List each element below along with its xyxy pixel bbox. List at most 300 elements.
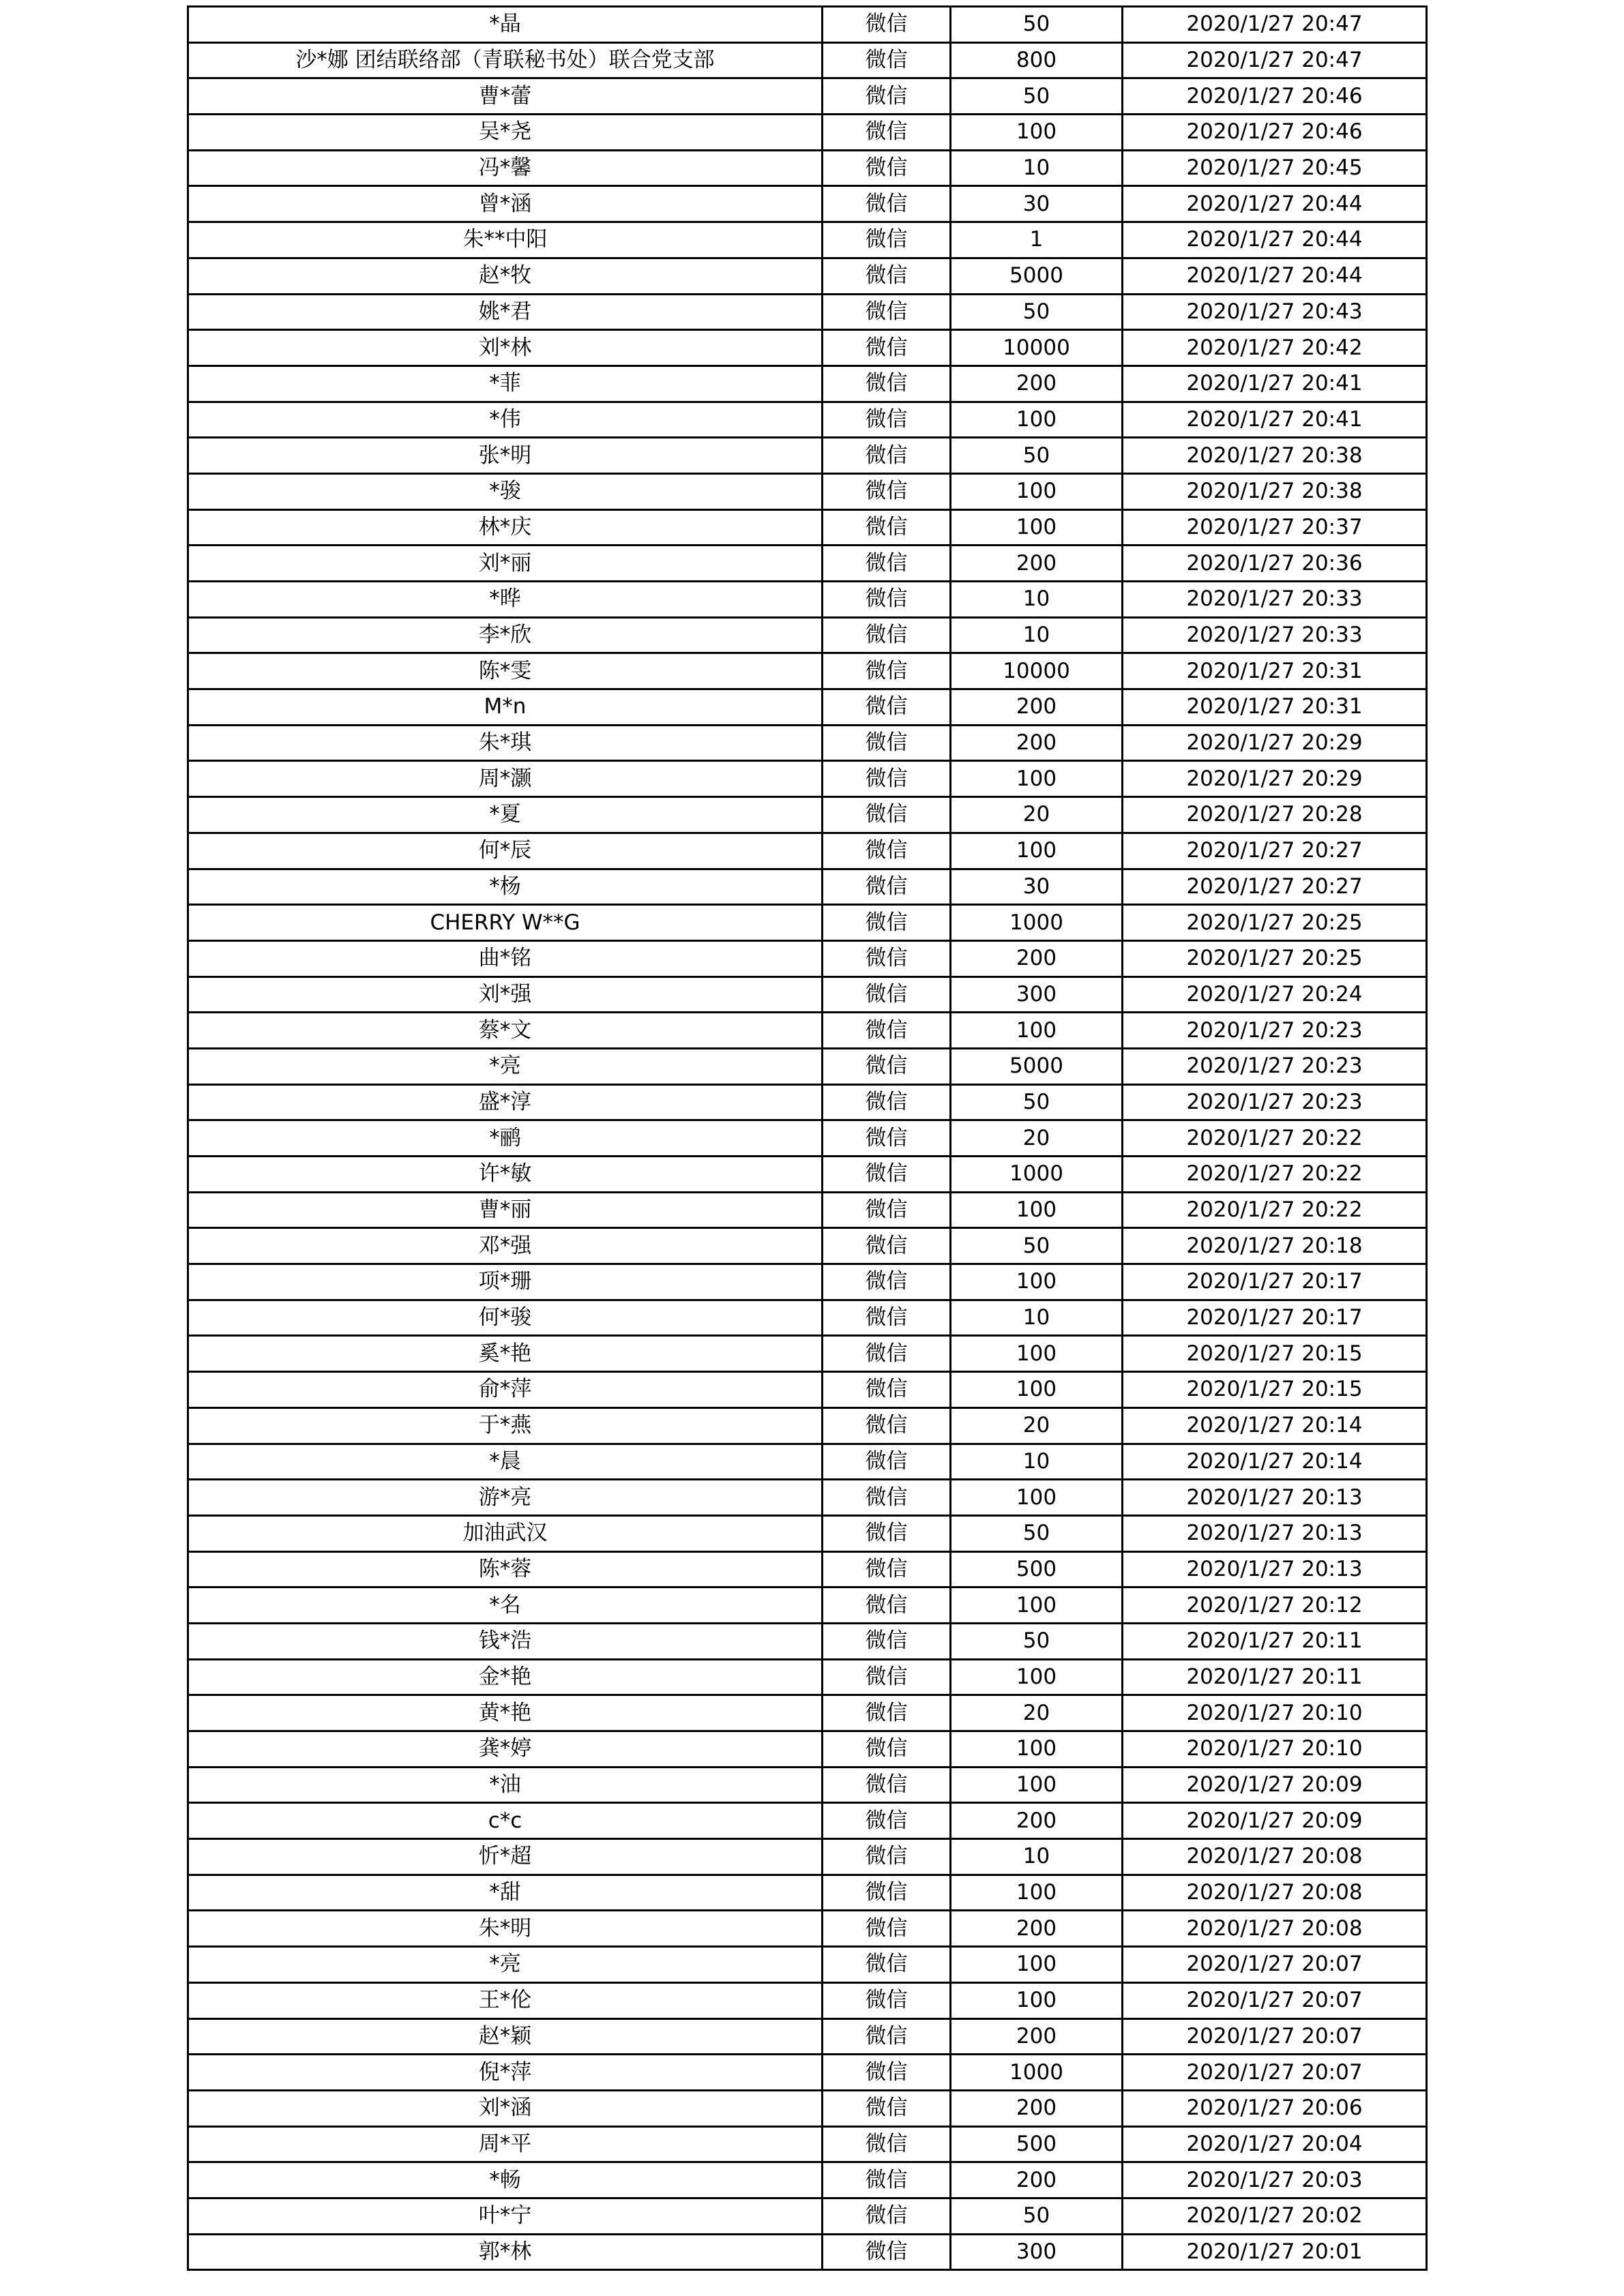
payment-method-cell: 微信 bbox=[823, 689, 951, 726]
amount-cell: 100 bbox=[951, 402, 1123, 438]
payment-method-cell: 微信 bbox=[823, 2234, 951, 2270]
timestamp-cell: 2020/1/27 20:13 bbox=[1123, 1515, 1427, 1551]
table-row bbox=[188, 2162, 1427, 2198]
table-row bbox=[188, 402, 1427, 438]
payment-method-cell: 微信 bbox=[823, 833, 951, 869]
donor-name-cell: 龚*婷 bbox=[188, 1731, 823, 1768]
payment-method-cell: 微信 bbox=[823, 1372, 951, 1408]
donor-name-cell: 何*骏 bbox=[188, 1300, 823, 1336]
table-row bbox=[188, 1875, 1427, 1911]
amount-cell: 100 bbox=[951, 1013, 1123, 1049]
timestamp-cell: 2020/1/27 20:10 bbox=[1123, 1695, 1427, 1731]
payment-method-cell: 微信 bbox=[823, 1839, 951, 1875]
table-row bbox=[188, 617, 1427, 653]
amount-cell: 1 bbox=[951, 222, 1123, 258]
donor-name-cell: 王*伦 bbox=[188, 1982, 823, 2018]
donor-name-cell: 刘*强 bbox=[188, 976, 823, 1013]
donor-name-cell: 加油武汉 bbox=[188, 1515, 823, 1551]
timestamp-cell: 2020/1/27 20:23 bbox=[1123, 1084, 1427, 1120]
donor-name-cell: *名 bbox=[188, 1587, 823, 1624]
timestamp-cell: 2020/1/27 20:24 bbox=[1123, 976, 1427, 1013]
timestamp-cell: 2020/1/27 20:10 bbox=[1123, 1731, 1427, 1768]
timestamp-cell: 2020/1/27 20:07 bbox=[1123, 1982, 1427, 2018]
table-row bbox=[188, 1803, 1427, 1839]
payment-method-cell: 微信 bbox=[823, 2162, 951, 2198]
timestamp-cell: 2020/1/27 20:37 bbox=[1123, 509, 1427, 546]
amount-cell: 200 bbox=[951, 725, 1123, 761]
table-row bbox=[188, 725, 1427, 761]
table-row bbox=[188, 689, 1427, 726]
donor-name-cell: *畅 bbox=[188, 2162, 823, 2198]
payment-method-cell: 微信 bbox=[823, 509, 951, 546]
table-row bbox=[188, 1048, 1427, 1084]
table-row bbox=[188, 1480, 1427, 1516]
donor-name-cell: 何*辰 bbox=[188, 833, 823, 869]
payment-method-cell: 微信 bbox=[823, 1911, 951, 1947]
donor-name-cell: c*c bbox=[188, 1803, 823, 1839]
amount-cell: 10 bbox=[951, 150, 1123, 186]
table-row bbox=[188, 186, 1427, 222]
payment-method-cell: 微信 bbox=[823, 1695, 951, 1731]
amount-cell: 1000 bbox=[951, 905, 1123, 941]
amount-cell: 800 bbox=[951, 42, 1123, 78]
amount-cell: 200 bbox=[951, 2090, 1123, 2126]
table-row bbox=[188, 1587, 1427, 1624]
timestamp-cell: 2020/1/27 20:08 bbox=[1123, 1839, 1427, 1875]
table-row bbox=[188, 42, 1427, 78]
amount-cell: 200 bbox=[951, 546, 1123, 582]
donor-name-cell: 邓*强 bbox=[188, 1228, 823, 1264]
timestamp-cell: 2020/1/27 20:09 bbox=[1123, 1767, 1427, 1803]
table-row bbox=[188, 78, 1427, 115]
timestamp-cell: 2020/1/27 20:33 bbox=[1123, 582, 1427, 618]
timestamp-cell: 2020/1/27 20:44 bbox=[1123, 258, 1427, 294]
table-row bbox=[188, 940, 1427, 976]
table-row bbox=[188, 2090, 1427, 2126]
amount-cell: 10 bbox=[951, 1444, 1123, 1480]
table-row bbox=[188, 2198, 1427, 2234]
amount-cell: 10000 bbox=[951, 653, 1123, 689]
payment-method-cell: 微信 bbox=[823, 42, 951, 78]
donor-name-cell: *骏 bbox=[188, 473, 823, 509]
payment-method-cell: 微信 bbox=[823, 330, 951, 366]
timestamp-cell: 2020/1/27 20:25 bbox=[1123, 940, 1427, 976]
timestamp-cell: 2020/1/27 20:38 bbox=[1123, 438, 1427, 474]
payment-method-cell: 微信 bbox=[823, 1659, 951, 1695]
payment-method-cell: 微信 bbox=[823, 1336, 951, 1372]
payment-method-cell: 微信 bbox=[823, 1407, 951, 1444]
payment-method-cell: 微信 bbox=[823, 797, 951, 833]
payment-method-cell: 微信 bbox=[823, 1013, 951, 1049]
table-row bbox=[188, 1300, 1427, 1336]
table-row bbox=[188, 1084, 1427, 1120]
table-row bbox=[188, 2055, 1427, 2091]
table-row bbox=[188, 833, 1427, 869]
timestamp-cell: 2020/1/27 20:14 bbox=[1123, 1407, 1427, 1444]
table-row bbox=[188, 2018, 1427, 2055]
donor-name-cell: 刘*涵 bbox=[188, 2090, 823, 2126]
amount-cell: 50 bbox=[951, 438, 1123, 474]
table-row bbox=[188, 1120, 1427, 1157]
table-row bbox=[188, 546, 1427, 582]
donor-name-cell: 赵*牧 bbox=[188, 258, 823, 294]
donor-name-cell: 朱**中阳 bbox=[188, 222, 823, 258]
payment-method-cell: 微信 bbox=[823, 222, 951, 258]
donor-name-cell: 曾*涵 bbox=[188, 186, 823, 222]
donor-name-cell: 赵*颖 bbox=[188, 2018, 823, 2055]
donor-name-cell: 项*珊 bbox=[188, 1264, 823, 1300]
payment-method-cell: 微信 bbox=[823, 1120, 951, 1157]
donor-name-cell: 游*亮 bbox=[188, 1480, 823, 1516]
timestamp-cell: 2020/1/27 20:13 bbox=[1123, 1480, 1427, 1516]
timestamp-cell: 2020/1/27 20:17 bbox=[1123, 1300, 1427, 1336]
table-row bbox=[188, 150, 1427, 186]
donor-name-cell: 忻*超 bbox=[188, 1839, 823, 1875]
donor-name-cell: *菲 bbox=[188, 366, 823, 402]
timestamp-cell: 2020/1/27 20:22 bbox=[1123, 1157, 1427, 1193]
amount-cell: 100 bbox=[951, 1192, 1123, 1228]
amount-cell: 50 bbox=[951, 1515, 1123, 1551]
donor-name-cell: M*n bbox=[188, 689, 823, 726]
table-row bbox=[188, 1551, 1427, 1587]
payment-method-cell: 微信 bbox=[823, 1515, 951, 1551]
table-row bbox=[188, 1515, 1427, 1551]
amount-cell: 30 bbox=[951, 869, 1123, 905]
payment-method-cell: 微信 bbox=[823, 1587, 951, 1624]
amount-cell: 300 bbox=[951, 976, 1123, 1013]
donor-name-cell: 冯*馨 bbox=[188, 150, 823, 186]
donor-name-cell: 盛*淳 bbox=[188, 1084, 823, 1120]
payment-method-cell: 微信 bbox=[823, 1228, 951, 1264]
timestamp-cell: 2020/1/27 20:17 bbox=[1123, 1264, 1427, 1300]
timestamp-cell: 2020/1/27 20:47 bbox=[1123, 42, 1427, 78]
donor-name-cell: 李*欣 bbox=[188, 617, 823, 653]
payment-method-cell: 微信 bbox=[823, 1551, 951, 1587]
donor-name-cell: *晔 bbox=[188, 582, 823, 618]
timestamp-cell: 2020/1/27 20:25 bbox=[1123, 905, 1427, 941]
timestamp-cell: 2020/1/27 20:03 bbox=[1123, 2162, 1427, 2198]
payment-method-cell: 微信 bbox=[823, 2126, 951, 2162]
amount-cell: 20 bbox=[951, 1120, 1123, 1157]
payment-method-cell: 微信 bbox=[823, 186, 951, 222]
payment-method-cell: 微信 bbox=[823, 438, 951, 474]
payment-method-cell: 微信 bbox=[823, 115, 951, 151]
amount-cell: 20 bbox=[951, 797, 1123, 833]
table-row bbox=[188, 294, 1427, 330]
donor-name-cell: 于*燕 bbox=[188, 1407, 823, 1444]
table-row bbox=[188, 1982, 1427, 2018]
timestamp-cell: 2020/1/27 20:01 bbox=[1123, 2234, 1427, 2270]
donor-name-cell: *鹂 bbox=[188, 1120, 823, 1157]
payment-method-cell: 微信 bbox=[823, 2198, 951, 2234]
payment-method-cell: 微信 bbox=[823, 402, 951, 438]
payment-method-cell: 微信 bbox=[823, 653, 951, 689]
amount-cell: 100 bbox=[951, 1264, 1123, 1300]
timestamp-cell: 2020/1/27 20:27 bbox=[1123, 833, 1427, 869]
table-row bbox=[188, 2234, 1427, 2270]
payment-method-cell: 微信 bbox=[823, 940, 951, 976]
donor-name-cell: 蔡*文 bbox=[188, 1013, 823, 1049]
timestamp-cell: 2020/1/27 20:12 bbox=[1123, 1587, 1427, 1624]
donor-name-cell: 林*庆 bbox=[188, 509, 823, 546]
payment-method-cell: 微信 bbox=[823, 2090, 951, 2126]
amount-cell: 100 bbox=[951, 1875, 1123, 1911]
donor-name-cell: 钱*浩 bbox=[188, 1623, 823, 1659]
payment-method-cell: 微信 bbox=[823, 1300, 951, 1336]
donor-name-cell: *晨 bbox=[188, 1444, 823, 1480]
donor-name-cell: 黄*艳 bbox=[188, 1695, 823, 1731]
timestamp-cell: 2020/1/27 20:41 bbox=[1123, 366, 1427, 402]
donor-name-cell: 曹*蕾 bbox=[188, 78, 823, 115]
payment-method-cell: 微信 bbox=[823, 1623, 951, 1659]
table-row bbox=[188, 869, 1427, 905]
donor-name-cell: 陈*蓉 bbox=[188, 1551, 823, 1587]
timestamp-cell: 2020/1/27 20:29 bbox=[1123, 725, 1427, 761]
timestamp-cell: 2020/1/27 20:46 bbox=[1123, 115, 1427, 151]
payment-method-cell: 微信 bbox=[823, 1767, 951, 1803]
table-row bbox=[188, 2126, 1427, 2162]
table-row bbox=[188, 7, 1427, 43]
table-row bbox=[188, 1731, 1427, 1768]
timestamp-cell: 2020/1/27 20:07 bbox=[1123, 2018, 1427, 2055]
amount-cell: 10000 bbox=[951, 330, 1123, 366]
amount-cell: 200 bbox=[951, 366, 1123, 402]
payment-method-cell: 微信 bbox=[823, 761, 951, 797]
amount-cell: 30 bbox=[951, 186, 1123, 222]
donation-table-body bbox=[188, 7, 1427, 2270]
donor-name-cell: 刘*林 bbox=[188, 330, 823, 366]
payment-method-cell: 微信 bbox=[823, 905, 951, 941]
donor-name-cell: 曲*铭 bbox=[188, 940, 823, 976]
table-row bbox=[188, 1444, 1427, 1480]
donor-name-cell: *油 bbox=[188, 1767, 823, 1803]
donor-name-cell: 金*艳 bbox=[188, 1659, 823, 1695]
timestamp-cell: 2020/1/27 20:44 bbox=[1123, 222, 1427, 258]
timestamp-cell: 2020/1/27 20:45 bbox=[1123, 150, 1427, 186]
table-row bbox=[188, 1839, 1427, 1875]
table-row bbox=[188, 1192, 1427, 1228]
amount-cell: 100 bbox=[951, 761, 1123, 797]
table-row bbox=[188, 438, 1427, 474]
table-row bbox=[188, 905, 1427, 941]
timestamp-cell: 2020/1/27 20:02 bbox=[1123, 2198, 1427, 2234]
payment-method-cell: 微信 bbox=[823, 78, 951, 115]
donor-name-cell: 朱*明 bbox=[188, 1911, 823, 1947]
payment-method-cell: 微信 bbox=[823, 258, 951, 294]
donor-name-cell: *晶 bbox=[188, 7, 823, 43]
timestamp-cell: 2020/1/27 20:28 bbox=[1123, 797, 1427, 833]
amount-cell: 50 bbox=[951, 294, 1123, 330]
amount-cell: 50 bbox=[951, 1623, 1123, 1659]
amount-cell: 1000 bbox=[951, 2055, 1123, 2091]
timestamp-cell: 2020/1/27 20:44 bbox=[1123, 186, 1427, 222]
payment-method-cell: 微信 bbox=[823, 617, 951, 653]
amount-cell: 10 bbox=[951, 582, 1123, 618]
amount-cell: 200 bbox=[951, 2018, 1123, 2055]
donor-name-cell: CHERRY W**G bbox=[188, 905, 823, 941]
amount-cell: 20 bbox=[951, 1695, 1123, 1731]
donor-name-cell: *亮 bbox=[188, 1048, 823, 1084]
table-row bbox=[188, 797, 1427, 833]
payment-method-cell: 微信 bbox=[823, 1444, 951, 1480]
amount-cell: 100 bbox=[951, 1731, 1123, 1768]
amount-cell: 500 bbox=[951, 2126, 1123, 2162]
donor-name-cell: 沙*娜 团结联络部（青联秘书处）联合党支部 bbox=[188, 42, 823, 78]
amount-cell: 100 bbox=[951, 1659, 1123, 1695]
payment-method-cell: 微信 bbox=[823, 1731, 951, 1768]
amount-cell: 100 bbox=[951, 1336, 1123, 1372]
timestamp-cell: 2020/1/27 20:08 bbox=[1123, 1911, 1427, 1947]
payment-method-cell: 微信 bbox=[823, 473, 951, 509]
table-row bbox=[188, 115, 1427, 151]
payment-method-cell: 微信 bbox=[823, 1982, 951, 2018]
amount-cell: 50 bbox=[951, 7, 1123, 43]
amount-cell: 100 bbox=[951, 115, 1123, 151]
table-row bbox=[188, 1695, 1427, 1731]
amount-cell: 100 bbox=[951, 1480, 1123, 1516]
payment-method-cell: 微信 bbox=[823, 1947, 951, 1983]
timestamp-cell: 2020/1/27 20:07 bbox=[1123, 1947, 1427, 1983]
payment-method-cell: 微信 bbox=[823, 1803, 951, 1839]
amount-cell: 200 bbox=[951, 1803, 1123, 1839]
amount-cell: 10 bbox=[951, 617, 1123, 653]
table-row bbox=[188, 976, 1427, 1013]
table-row bbox=[188, 1659, 1427, 1695]
payment-method-cell: 微信 bbox=[823, 1157, 951, 1193]
table-row bbox=[188, 330, 1427, 366]
table-row bbox=[188, 582, 1427, 618]
donor-name-cell: 吴*尧 bbox=[188, 115, 823, 151]
timestamp-cell: 2020/1/27 20:47 bbox=[1123, 7, 1427, 43]
timestamp-cell: 2020/1/27 20:15 bbox=[1123, 1336, 1427, 1372]
donor-name-cell: 奚*艳 bbox=[188, 1336, 823, 1372]
timestamp-cell: 2020/1/27 20:14 bbox=[1123, 1444, 1427, 1480]
donor-name-cell: *夏 bbox=[188, 797, 823, 833]
donor-name-cell: 张*明 bbox=[188, 438, 823, 474]
payment-method-cell: 微信 bbox=[823, 869, 951, 905]
table-row bbox=[188, 509, 1427, 546]
timestamp-cell: 2020/1/27 20:42 bbox=[1123, 330, 1427, 366]
payment-method-cell: 微信 bbox=[823, 582, 951, 618]
timestamp-cell: 2020/1/27 20:15 bbox=[1123, 1372, 1427, 1408]
table-row bbox=[188, 366, 1427, 402]
timestamp-cell: 2020/1/27 20:36 bbox=[1123, 546, 1427, 582]
timestamp-cell: 2020/1/27 20:33 bbox=[1123, 617, 1427, 653]
payment-method-cell: 微信 bbox=[823, 150, 951, 186]
payment-method-cell: 微信 bbox=[823, 976, 951, 1013]
table-row bbox=[188, 258, 1427, 294]
amount-cell: 300 bbox=[951, 2234, 1123, 2270]
amount-cell: 100 bbox=[951, 1947, 1123, 1983]
donor-name-cell: 许*敏 bbox=[188, 1157, 823, 1193]
table-row bbox=[188, 1767, 1427, 1803]
timestamp-cell: 2020/1/27 20:07 bbox=[1123, 2055, 1427, 2091]
amount-cell: 50 bbox=[951, 1084, 1123, 1120]
amount-cell: 5000 bbox=[951, 258, 1123, 294]
timestamp-cell: 2020/1/27 20:11 bbox=[1123, 1623, 1427, 1659]
timestamp-cell: 2020/1/27 20:43 bbox=[1123, 294, 1427, 330]
table-row bbox=[188, 222, 1427, 258]
timestamp-cell: 2020/1/27 20:29 bbox=[1123, 761, 1427, 797]
donor-name-cell: 俞*萍 bbox=[188, 1372, 823, 1408]
donor-name-cell: *伟 bbox=[188, 402, 823, 438]
donor-name-cell: 朱*琪 bbox=[188, 725, 823, 761]
amount-cell: 100 bbox=[951, 1767, 1123, 1803]
amount-cell: 200 bbox=[951, 2162, 1123, 2198]
donor-name-cell: 郭*林 bbox=[188, 2234, 823, 2270]
amount-cell: 50 bbox=[951, 78, 1123, 115]
table-row bbox=[188, 1623, 1427, 1659]
timestamp-cell: 2020/1/27 20:31 bbox=[1123, 689, 1427, 726]
donor-name-cell: 倪*萍 bbox=[188, 2055, 823, 2091]
table-row bbox=[188, 1228, 1427, 1264]
timestamp-cell: 2020/1/27 20:41 bbox=[1123, 402, 1427, 438]
timestamp-cell: 2020/1/27 20:22 bbox=[1123, 1192, 1427, 1228]
payment-method-cell: 微信 bbox=[823, 546, 951, 582]
amount-cell: 100 bbox=[951, 509, 1123, 546]
timestamp-cell: 2020/1/27 20:46 bbox=[1123, 78, 1427, 115]
amount-cell: 10 bbox=[951, 1300, 1123, 1336]
donor-name-cell: *亮 bbox=[188, 1947, 823, 1983]
table-row bbox=[188, 473, 1427, 509]
amount-cell: 200 bbox=[951, 940, 1123, 976]
table-row bbox=[188, 1336, 1427, 1372]
donor-name-cell: 姚*君 bbox=[188, 294, 823, 330]
table-row bbox=[188, 1372, 1427, 1408]
payment-method-cell: 微信 bbox=[823, 1192, 951, 1228]
table-row bbox=[188, 1947, 1427, 1983]
payment-method-cell: 微信 bbox=[823, 366, 951, 402]
timestamp-cell: 2020/1/27 20:22 bbox=[1123, 1120, 1427, 1157]
table-row bbox=[188, 1407, 1427, 1444]
payment-method-cell: 微信 bbox=[823, 1048, 951, 1084]
amount-cell: 100 bbox=[951, 473, 1123, 509]
amount-cell: 200 bbox=[951, 1911, 1123, 1947]
payment-method-cell: 微信 bbox=[823, 1480, 951, 1516]
amount-cell: 500 bbox=[951, 1551, 1123, 1587]
timestamp-cell: 2020/1/27 20:27 bbox=[1123, 869, 1427, 905]
amount-cell: 10 bbox=[951, 1839, 1123, 1875]
table-row bbox=[188, 1911, 1427, 1947]
amount-cell: 50 bbox=[951, 1228, 1123, 1264]
timestamp-cell: 2020/1/27 20:04 bbox=[1123, 2126, 1427, 2162]
amount-cell: 100 bbox=[951, 1587, 1123, 1624]
payment-method-cell: 微信 bbox=[823, 2018, 951, 2055]
payment-method-cell: 微信 bbox=[823, 7, 951, 43]
amount-cell: 50 bbox=[951, 2198, 1123, 2234]
timestamp-cell: 2020/1/27 20:23 bbox=[1123, 1013, 1427, 1049]
timestamp-cell: 2020/1/27 20:09 bbox=[1123, 1803, 1427, 1839]
donor-name-cell: 刘*丽 bbox=[188, 546, 823, 582]
amount-cell: 1000 bbox=[951, 1157, 1123, 1193]
timestamp-cell: 2020/1/27 20:13 bbox=[1123, 1551, 1427, 1587]
payment-method-cell: 微信 bbox=[823, 725, 951, 761]
table-row bbox=[188, 1013, 1427, 1049]
donor-name-cell: *杨 bbox=[188, 869, 823, 905]
timestamp-cell: 2020/1/27 20:06 bbox=[1123, 2090, 1427, 2126]
donation-table bbox=[187, 5, 1428, 2271]
payment-method-cell: 微信 bbox=[823, 2055, 951, 2091]
timestamp-cell: 2020/1/27 20:23 bbox=[1123, 1048, 1427, 1084]
amount-cell: 20 bbox=[951, 1407, 1123, 1444]
payment-method-cell: 微信 bbox=[823, 1264, 951, 1300]
donor-name-cell: 陈*雯 bbox=[188, 653, 823, 689]
donor-name-cell: 曹*丽 bbox=[188, 1192, 823, 1228]
timestamp-cell: 2020/1/27 20:08 bbox=[1123, 1875, 1427, 1911]
table-row bbox=[188, 653, 1427, 689]
donor-name-cell: 周*平 bbox=[188, 2126, 823, 2162]
amount-cell: 100 bbox=[951, 1982, 1123, 2018]
